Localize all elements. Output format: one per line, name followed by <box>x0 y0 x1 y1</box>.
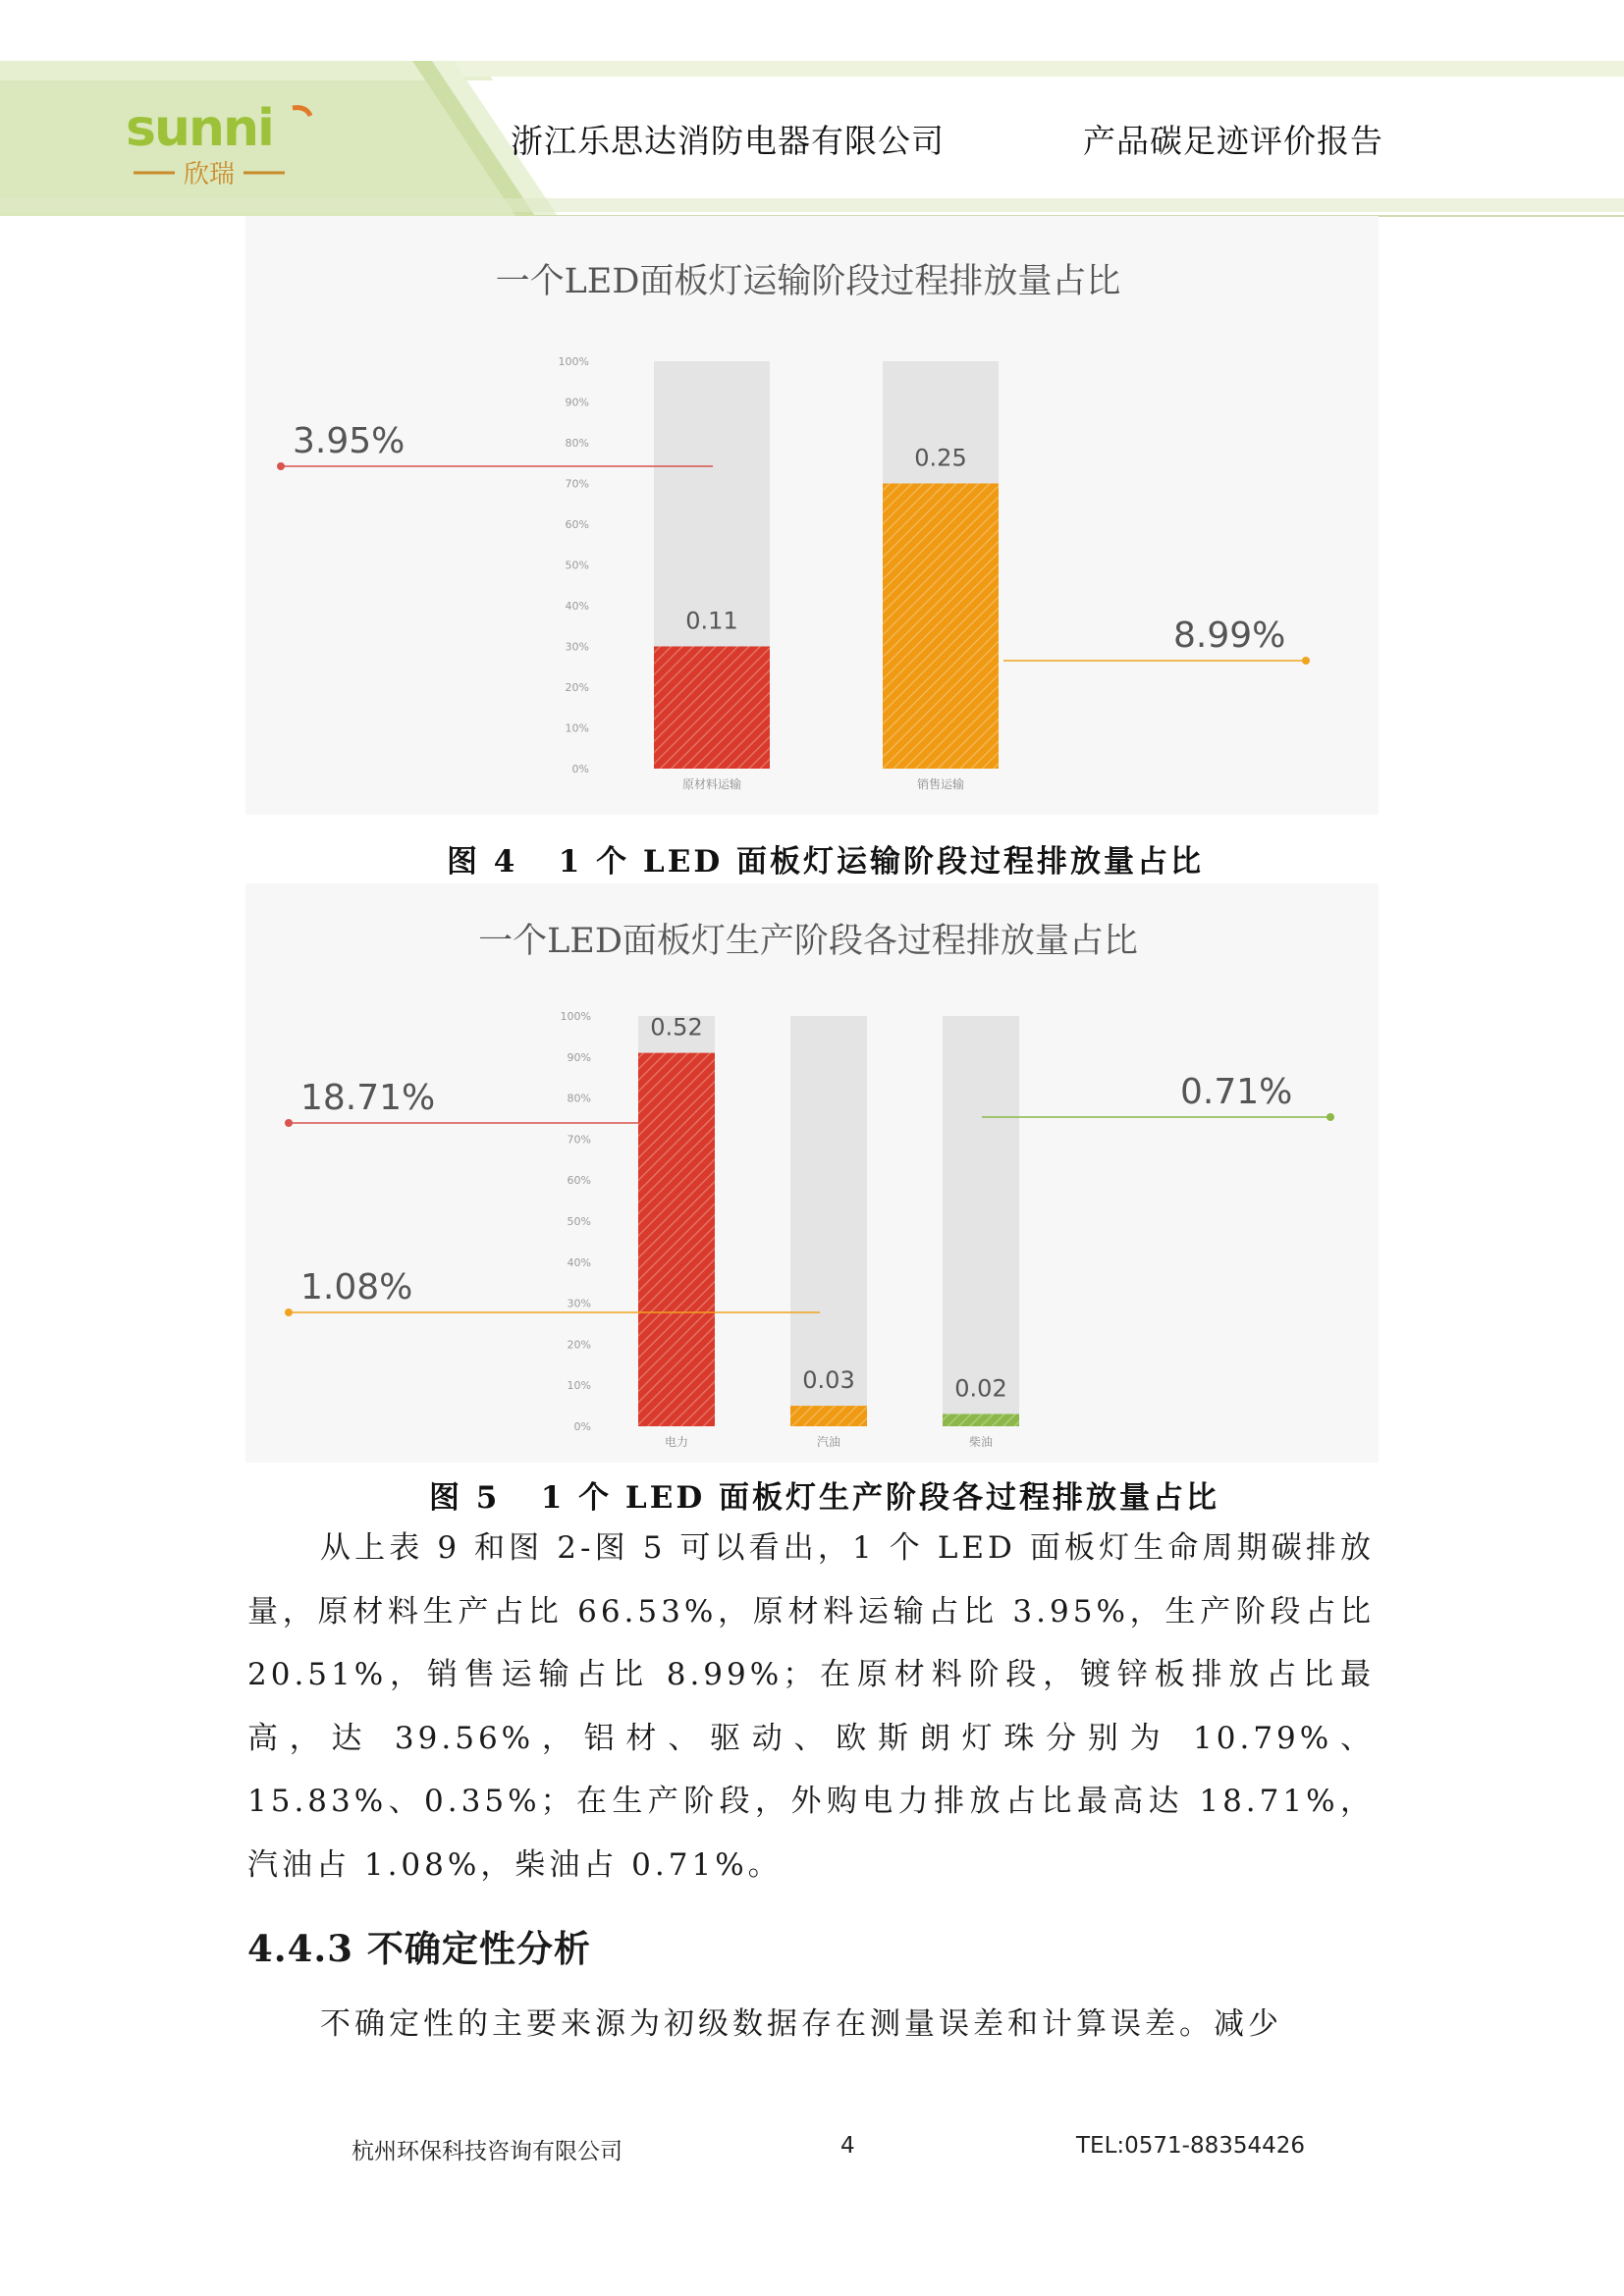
y-tick-label: 70% <box>567 1133 591 1147</box>
callout-label: 1.08% <box>300 1267 413 1308</box>
y-tick-label: 60% <box>565 518 589 531</box>
chart-title: 一个LED面板灯运输阶段过程排放量占比 <box>495 262 1121 301</box>
header-report-title: 产品碳足迹评价报告 <box>1083 122 1383 160</box>
bar-1 <box>638 1053 715 1426</box>
company-logo <box>126 98 322 187</box>
category-label: 原材料运输 <box>681 777 742 791</box>
transport-emission-svg <box>245 216 1379 815</box>
bar-2 <box>790 1406 867 1426</box>
callout-label: 8.99% <box>1173 615 1286 656</box>
callout-dot <box>1326 1113 1334 1121</box>
y-tick-label: 80% <box>565 437 589 450</box>
category-label: 柴油 <box>968 1435 994 1449</box>
analysis-paragraph: 从上表 9 和图 2-图 5 可以看出，1 个 LED 面板灯生命周期碳排放量，原材料生产占比 66.53%，原材料运输占比 3.95%，生产阶段占比 20.51%，销售运输占比 8.99%；在原材料阶段，镀锌板排放占比最高，达 39.56%，铝材、驱动、欧斯朗灯珠分别为 10.79%、15.83%、0.35%；在生产阶段，外购电力排放占比最高达 18.71%，汽油占 1.08%，柴油占 0.71%。 <box>247 1530 1375 1883</box>
bar-2 <box>883 484 999 770</box>
y-tick-label: 30% <box>565 640 589 654</box>
y-tick-label: 20% <box>567 1338 591 1352</box>
y-tick-label: 50% <box>567 1215 591 1228</box>
category-label: 销售运输 <box>916 777 965 791</box>
y-tick-label: 100% <box>560 1010 591 1023</box>
footer-phone: TEL:0571-88354426 <box>1076 2133 1306 2159</box>
callout-label: 18.71% <box>300 1078 436 1118</box>
y-tick-label: 0% <box>573 1420 591 1433</box>
uncertainty-paragraph: 不确定性的主要来源为初级数据存在测量误差和计算误差。减少 <box>320 2006 1282 2042</box>
y-tick-label: 90% <box>565 396 589 409</box>
y-tick-label: 100% <box>558 355 589 368</box>
category-label: 电力 <box>664 1435 689 1449</box>
bar-value-label: 0.02 <box>954 1374 1007 1403</box>
y-tick-label: 80% <box>567 1092 591 1105</box>
category-label: 汽油 <box>816 1435 841 1449</box>
y-tick-label: 20% <box>565 681 589 694</box>
section-heading: 4.4.3 不确定性分析 <box>247 1927 591 1970</box>
y-tick-label: 0% <box>571 763 589 775</box>
y-tick-label: 40% <box>567 1255 591 1269</box>
bar-value-label: 0.11 <box>685 607 738 635</box>
chart-title: 一个LED面板灯生产阶段各过程排放量占比 <box>478 922 1138 961</box>
figure-4-caption: 图 4 1 个 LED 面板灯运输阶段过程排放量占比 <box>447 844 1204 880</box>
figure-5-caption: 图 5 1 个 LED 面板灯生产阶段各过程排放量占比 <box>429 1480 1219 1516</box>
y-tick-label: 40% <box>565 600 589 613</box>
y-tick-label: 70% <box>565 477 589 491</box>
bar-3 <box>943 1414 1019 1426</box>
bar-value-label: 0.03 <box>802 1366 855 1395</box>
y-tick-label: 90% <box>567 1050 591 1064</box>
callout-dot <box>277 462 285 470</box>
footer-company: 杭州环保科技咨询有限公司 <box>352 2139 623 2164</box>
page-number: 4 <box>840 2133 855 2159</box>
callout-label: 0.71% <box>1180 1072 1293 1112</box>
bar-background <box>943 1016 1019 1426</box>
svg-text:欣瑞: 欣瑞 <box>183 160 236 187</box>
y-tick-label: 10% <box>565 721 589 735</box>
header-company-name: 浙江乐思达消防电器有限公司 <box>511 122 945 160</box>
production-emission-svg <box>245 883 1379 1463</box>
bar-value-label: 0.25 <box>914 444 967 472</box>
callout-dot <box>285 1308 293 1316</box>
callout-dot <box>1302 657 1310 665</box>
y-tick-label: 10% <box>567 1379 591 1393</box>
callout-dot <box>285 1119 293 1127</box>
bar-background <box>790 1016 867 1426</box>
production-emission-chart <box>245 883 1379 1463</box>
bar-1 <box>654 647 770 770</box>
y-tick-label: 60% <box>567 1174 591 1188</box>
transport-emission-chart <box>245 216 1379 815</box>
svg-text:sunni: sunni <box>126 99 273 158</box>
y-tick-label: 50% <box>565 559 589 572</box>
callout-label: 3.95% <box>293 421 406 461</box>
y-tick-label: 30% <box>567 1297 591 1310</box>
bar-value-label: 0.52 <box>650 1013 703 1041</box>
